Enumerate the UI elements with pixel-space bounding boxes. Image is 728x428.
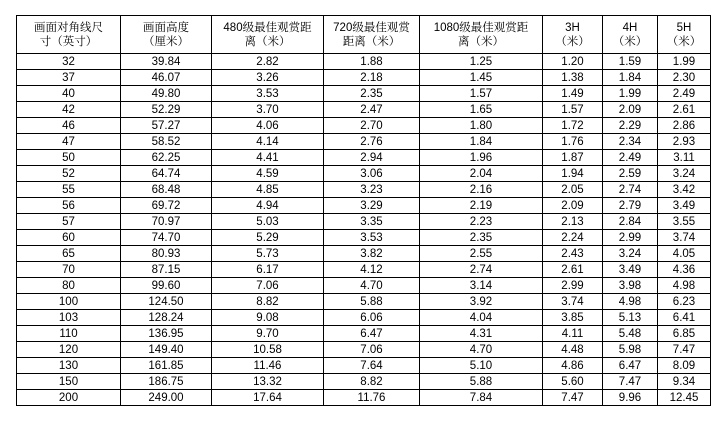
table-row (17, 214, 711, 230)
cell-diagonal: 47 (17, 134, 121, 150)
cell-height: 64.74 (121, 166, 212, 182)
cell-distance-3h: 5.60 (543, 374, 603, 390)
cell-distance-5h: 6.85 (658, 326, 711, 342)
cell-distance-480: 5.73 (212, 246, 324, 262)
cell-distance-3h: 4.86 (543, 358, 603, 374)
cell-diagonal: 57 (17, 214, 121, 230)
cell-diagonal: 150 (17, 374, 121, 390)
cell-distance-4h: 9.96 (603, 390, 658, 406)
cell-distance-1080: 2.04 (420, 166, 543, 182)
table-row (17, 70, 711, 86)
cell-distance-720: 3.06 (324, 166, 420, 182)
cell-diagonal: 103 (17, 310, 121, 326)
cell-diagonal: 37 (17, 70, 121, 86)
table-row (17, 358, 711, 374)
cell-distance-480: 9.70 (212, 326, 324, 342)
cell-distance-1080: 1.25 (420, 54, 543, 70)
cell-distance-3h: 2.99 (543, 278, 603, 294)
viewing-distance-table-container (16, 15, 711, 406)
cell-distance-4h: 2.34 (603, 134, 658, 150)
cell-height: 249.00 (121, 390, 212, 406)
cell-distance-3h: 1.94 (543, 166, 603, 182)
header-screen-diagonal (17, 16, 121, 54)
cell-distance-5h: 7.47 (658, 342, 711, 358)
cell-distance-4h: 1.59 (603, 54, 658, 70)
cell-height: 87.15 (121, 262, 212, 278)
cell-height: 57.27 (121, 118, 212, 134)
cell-distance-3h: 2.24 (543, 230, 603, 246)
cell-height: 74.70 (121, 230, 212, 246)
table-row (17, 374, 711, 390)
cell-diagonal: 60 (17, 230, 121, 246)
cell-diagonal: 52 (17, 166, 121, 182)
table-body (17, 54, 711, 406)
cell-distance-4h: 4.98 (603, 294, 658, 310)
table-row (17, 342, 711, 358)
cell-distance-720: 2.76 (324, 134, 420, 150)
cell-distance-4h: 3.98 (603, 278, 658, 294)
cell-height: 58.52 (121, 134, 212, 150)
cell-distance-480: 7.06 (212, 278, 324, 294)
header-720-distance (324, 16, 420, 54)
cell-distance-4h: 2.74 (603, 182, 658, 198)
cell-height: 136.95 (121, 326, 212, 342)
header-line: （米） (612, 35, 648, 48)
cell-height: 80.93 (121, 246, 212, 262)
header-3h (543, 16, 603, 54)
cell-distance-1080: 1.80 (420, 118, 543, 134)
table-row (17, 54, 711, 70)
cell-distance-3h: 1.38 (543, 70, 603, 86)
cell-distance-1080: 4.04 (420, 310, 543, 326)
cell-height: 39.84 (121, 54, 212, 70)
cell-distance-720: 5.88 (324, 294, 420, 310)
cell-diagonal: 130 (17, 358, 121, 374)
cell-distance-3h: 2.13 (543, 214, 603, 230)
cell-distance-480: 4.85 (212, 182, 324, 198)
cell-distance-720: 3.29 (324, 198, 420, 214)
cell-distance-5h: 4.05 (658, 246, 711, 262)
cell-distance-480: 17.64 (212, 390, 324, 406)
cell-distance-4h: 2.29 (603, 118, 658, 134)
cell-distance-1080: 4.31 (420, 326, 543, 342)
table-row (17, 326, 711, 342)
header-line: 720级最佳观赏 (333, 21, 410, 34)
cell-height: 161.85 (121, 358, 212, 374)
cell-distance-480: 3.70 (212, 102, 324, 118)
table-row (17, 230, 711, 246)
cell-distance-5h: 2.30 (658, 70, 711, 86)
table-row (17, 246, 711, 262)
cell-distance-1080: 2.19 (420, 198, 543, 214)
table-row (17, 198, 711, 214)
header-line: 离（米） (458, 35, 504, 48)
header-line: （米） (555, 35, 590, 48)
cell-diagonal: 100 (17, 294, 121, 310)
cell-distance-1080: 1.84 (420, 134, 543, 150)
cell-distance-3h: 4.48 (543, 342, 603, 358)
cell-distance-720: 6.06 (324, 310, 420, 326)
cell-distance-5h: 12.45 (658, 390, 711, 406)
cell-distance-720: 3.35 (324, 214, 420, 230)
cell-distance-4h: 1.99 (603, 86, 658, 102)
cell-distance-1080: 1.96 (420, 150, 543, 166)
cell-distance-4h: 7.47 (603, 374, 658, 390)
table-row (17, 150, 711, 166)
cell-distance-480: 9.08 (212, 310, 324, 326)
header-line: 画面对角线尺 (34, 21, 103, 34)
cell-distance-480: 10.58 (212, 342, 324, 358)
cell-distance-4h: 3.49 (603, 262, 658, 278)
cell-distance-1080: 3.92 (420, 294, 543, 310)
cell-height: 69.72 (121, 198, 212, 214)
cell-distance-720: 11.76 (324, 390, 420, 406)
cell-distance-3h: 7.47 (543, 390, 603, 406)
cell-distance-1080: 2.23 (420, 214, 543, 230)
cell-distance-4h: 2.09 (603, 102, 658, 118)
cell-distance-480: 4.59 (212, 166, 324, 182)
cell-diagonal: 70 (17, 262, 121, 278)
cell-diagonal: 56 (17, 198, 121, 214)
cell-diagonal: 55 (17, 182, 121, 198)
cell-distance-720: 2.94 (324, 150, 420, 166)
cell-height: 52.29 (121, 102, 212, 118)
viewing-distance-table (16, 15, 711, 406)
cell-height: 99.60 (121, 278, 212, 294)
cell-distance-480: 5.29 (212, 230, 324, 246)
cell-distance-5h: 4.36 (658, 262, 711, 278)
cell-height: 49.80 (121, 86, 212, 102)
cell-distance-5h: 3.42 (658, 182, 711, 198)
cell-distance-5h: 6.23 (658, 294, 711, 310)
cell-distance-5h: 4.98 (658, 278, 711, 294)
cell-distance-720: 3.53 (324, 230, 420, 246)
cell-distance-5h: 3.24 (658, 166, 711, 182)
header-screen-height (121, 16, 212, 54)
cell-distance-3h: 1.49 (543, 86, 603, 102)
cell-distance-4h: 6.47 (603, 358, 658, 374)
cell-distance-480: 2.82 (212, 54, 324, 70)
cell-distance-4h: 2.59 (603, 166, 658, 182)
cell-distance-3h: 2.61 (543, 262, 603, 278)
header-line: 3H (565, 21, 580, 34)
cell-distance-4h: 2.79 (603, 198, 658, 214)
cell-distance-3h: 3.74 (543, 294, 603, 310)
cell-distance-720: 2.35 (324, 86, 420, 102)
table-row (17, 294, 711, 310)
cell-diagonal: 80 (17, 278, 121, 294)
cell-distance-5h: 3.11 (658, 150, 711, 166)
cell-distance-720: 3.23 (324, 182, 420, 198)
cell-diagonal: 110 (17, 326, 121, 342)
cell-distance-480: 5.03 (212, 214, 324, 230)
cell-distance-4h: 5.98 (603, 342, 658, 358)
cell-distance-5h: 6.41 (658, 310, 711, 326)
cell-distance-4h: 1.84 (603, 70, 658, 86)
cell-height: 46.07 (121, 70, 212, 86)
cell-distance-1080: 1.45 (420, 70, 543, 86)
cell-distance-480: 4.14 (212, 134, 324, 150)
cell-distance-3h: 1.87 (543, 150, 603, 166)
cell-distance-720: 4.12 (324, 262, 420, 278)
header-line: 4H (622, 21, 638, 34)
header-line: 480级最佳观赏距 (223, 21, 312, 34)
cell-distance-1080: 5.88 (420, 374, 543, 390)
cell-distance-480: 4.94 (212, 198, 324, 214)
cell-distance-480: 13.32 (212, 374, 324, 390)
cell-distance-5h: 2.49 (658, 86, 711, 102)
cell-distance-720: 2.70 (324, 118, 420, 134)
cell-distance-1080: 1.57 (420, 86, 543, 102)
cell-distance-1080: 5.10 (420, 358, 543, 374)
cell-distance-3h: 3.85 (543, 310, 603, 326)
header-row (17, 16, 711, 54)
cell-height: 186.75 (121, 374, 212, 390)
cell-distance-3h: 1.72 (543, 118, 603, 134)
cell-distance-3h: 2.05 (543, 182, 603, 198)
cell-distance-4h: 3.24 (603, 246, 658, 262)
cell-distance-720: 6.47 (324, 326, 420, 342)
cell-distance-480: 3.53 (212, 86, 324, 102)
header-1080-distance (420, 16, 543, 54)
table-row (17, 390, 711, 406)
cell-distance-3h: 1.57 (543, 102, 603, 118)
cell-distance-3h: 1.76 (543, 134, 603, 150)
cell-diagonal: 42 (17, 102, 121, 118)
table-row (17, 182, 711, 198)
cell-height: 149.40 (121, 342, 212, 358)
cell-distance-480: 11.46 (212, 358, 324, 374)
header-5h (658, 16, 711, 54)
cell-height: 68.48 (121, 182, 212, 198)
cell-distance-720: 8.82 (324, 374, 420, 390)
table-row (17, 310, 711, 326)
table-row (17, 278, 711, 294)
cell-distance-1080: 4.70 (420, 342, 543, 358)
cell-diagonal: 40 (17, 86, 121, 102)
cell-distance-720: 1.88 (324, 54, 420, 70)
header-4h (603, 16, 658, 54)
cell-diagonal: 120 (17, 342, 121, 358)
cell-diagonal: 50 (17, 150, 121, 166)
cell-distance-4h: 5.48 (603, 326, 658, 342)
cell-distance-1080: 2.74 (420, 262, 543, 278)
table-row (17, 86, 711, 102)
header-line: 离（米） (244, 35, 291, 48)
cell-distance-3h: 2.09 (543, 198, 603, 214)
cell-distance-1080: 2.16 (420, 182, 543, 198)
header-line: 5H (676, 21, 692, 34)
cell-distance-720: 7.06 (324, 342, 420, 358)
table-row (17, 118, 711, 134)
header-line: 画面高度 (143, 21, 189, 34)
cell-distance-4h: 5.13 (603, 310, 658, 326)
cell-distance-5h: 2.93 (658, 134, 711, 150)
cell-distance-5h: 3.74 (658, 230, 711, 246)
cell-distance-1080: 3.14 (420, 278, 543, 294)
table-row (17, 262, 711, 278)
cell-diagonal: 46 (17, 118, 121, 134)
header-line: （米） (666, 35, 702, 48)
cell-distance-5h: 2.61 (658, 102, 711, 118)
cell-distance-1080: 1.65 (420, 102, 543, 118)
cell-distance-5h: 3.55 (658, 214, 711, 230)
cell-distance-720: 4.70 (324, 278, 420, 294)
cell-distance-3h: 4.11 (543, 326, 603, 342)
cell-distance-3h: 2.43 (543, 246, 603, 262)
cell-distance-720: 7.64 (324, 358, 420, 374)
table-row (17, 102, 711, 118)
cell-distance-480: 4.41 (212, 150, 324, 166)
cell-distance-480: 6.17 (212, 262, 324, 278)
cell-diagonal: 200 (17, 390, 121, 406)
cell-distance-480: 8.82 (212, 294, 324, 310)
cell-distance-480: 4.06 (212, 118, 324, 134)
header-480-distance (212, 16, 324, 54)
cell-distance-480: 3.26 (212, 70, 324, 86)
cell-distance-1080: 2.55 (420, 246, 543, 262)
cell-height: 62.25 (121, 150, 212, 166)
cell-distance-5h: 2.86 (658, 118, 711, 134)
cell-distance-3h: 1.20 (543, 54, 603, 70)
header-line: 1080级最佳观赏距 (433, 21, 529, 34)
cell-distance-4h: 2.84 (603, 214, 658, 230)
cell-diagonal: 65 (17, 246, 121, 262)
cell-distance-720: 3.82 (324, 246, 420, 262)
table-row (17, 134, 711, 150)
cell-height: 124.50 (121, 294, 212, 310)
cell-height: 128.24 (121, 310, 212, 326)
cell-distance-5h: 3.49 (658, 198, 711, 214)
cell-diagonal: 32 (17, 54, 121, 70)
cell-distance-5h: 9.34 (658, 374, 711, 390)
header-line: 寸（英寸） (39, 35, 98, 48)
header-line: 距离（米） (342, 35, 401, 48)
cell-height: 70.97 (121, 214, 212, 230)
cell-distance-5h: 8.09 (658, 358, 711, 374)
cell-distance-5h: 1.99 (658, 54, 711, 70)
cell-distance-720: 2.47 (324, 102, 420, 118)
cell-distance-720: 2.18 (324, 70, 420, 86)
header-line: （厘米） (143, 35, 189, 48)
cell-distance-4h: 2.49 (603, 150, 658, 166)
table-row (17, 166, 711, 182)
cell-distance-1080: 2.35 (420, 230, 543, 246)
cell-distance-1080: 7.84 (420, 390, 543, 406)
cell-distance-4h: 2.99 (603, 230, 658, 246)
